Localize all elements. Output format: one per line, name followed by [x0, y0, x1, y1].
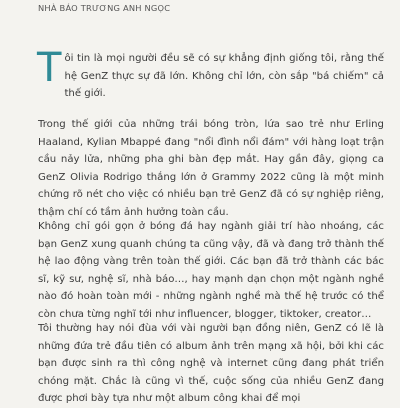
- paragraph-professions: Không chỉ gói gọn ở bóng đá hay ngành giải trí hào nhoáng, các bạn GenZ xung quanh chúng ta cũng vậy, đã và đang trở thành thế hệ lao động vàng trên toàn thế giới. Các bạn đã trở thành các bác sĩ, kỹ sư, nghệ sĩ, nhà báo…, hay mạnh dạn chọn một ngành nghề nào đó hoàn toàn mới - những ngành nghề mà thế hệ trước có thể còn chưa từng nghĩ tới như influencer, blogger, tiktoker, creator…: [38, 221, 384, 320]
- drop-cap: T: [37, 45, 62, 91]
- paragraph-football-music: Trong thế giới của những trái bóng tròn, lứa sao trẻ như Erling Haaland, Kylian Mbappé đang "nổi đình nổi đám" với hàng loạt trận cầu nảy lửa, những pha ghi bàn đẹp mắt. Hay gần đây, giọng ca GenZ Olivia Rodrigo thắng lớn ở Grammy 2022 cũng là một minh chứng rõ nét cho việc có nhiều bạn trẻ GenZ đã có sự nghiệp riêng, thậm chí có tầm ảnh hưởng toàn cầu.: [38, 119, 384, 218]
- paragraph-album: Tôi thường hay nói đùa với vài người bạn đồng niên, GenZ có lẽ là những đứa trẻ đầu tiên có album ảnh trên mạng xã hội, bởi khi các bạn được sinh ra thì công nghệ và internet cũng đang phát triển chóng mặt. Chắc là cũng vì thế, cuộc sống của nhiều GenZ đang được phơi bày tựa như một album công khai để mọi: [38, 323, 384, 404]
- paragraph-intro-text: ôi tin là mọi người đều sẽ có sự khẳng định giống tôi, rằng thế hệ GenZ thực sự đã lớn. Không chỉ lớn, còn sắp "bá chiếm" cả thế giới.: [64, 53, 384, 99]
- author-header: NHÀ BÁO TRƯƠNG ANH NGỌC: [38, 3, 171, 13]
- paragraph-intro: [37, 45, 384, 103]
